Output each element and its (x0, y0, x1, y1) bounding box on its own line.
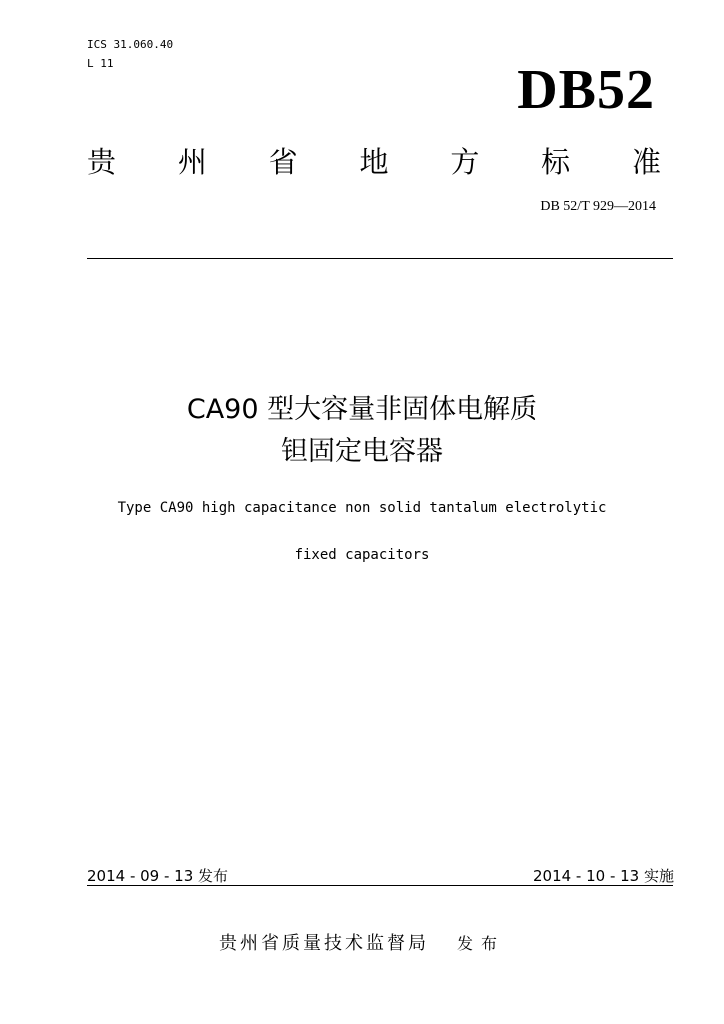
standard-type-char: 方 (450, 144, 480, 179)
standard-type-char: 省 (268, 144, 298, 179)
standard-type-char: 州 (177, 144, 207, 179)
standard-type-char: 地 (359, 144, 389, 179)
standard-type-heading (87, 140, 661, 180)
standard-number: DB 52/T 929—2014 (540, 199, 656, 214)
english-title-line-1: Type CA90 high capacitance non solid tantalum electrolytic (117, 500, 607, 516)
publisher-organization: 贵州省质量技术监督局 (218, 933, 429, 954)
chinese-title-line-1: CA90 型大容量非固体电解质 (186, 394, 538, 425)
english-title-line-2: fixed capacitors (294, 547, 430, 563)
classification-code: L 11 (87, 57, 114, 70)
publish-label: 发布 (456, 934, 505, 953)
bottom-divider (87, 885, 673, 886)
standard-type-char: 贵 (87, 144, 117, 179)
chinese-title-line-2: 钽固定电容器 (281, 436, 443, 467)
standard-code-logo: DB52 (517, 59, 655, 121)
publisher-line (0, 932, 724, 956)
top-divider (87, 258, 673, 259)
standard-type-char: 准 (631, 144, 661, 179)
standard-type-char: 标 (541, 144, 571, 179)
ics-code: ICS 31.060.40 (87, 38, 174, 51)
issue-date: 2014 - 09 - 13 发布 (87, 867, 229, 885)
implementation-date: 2014 - 10 - 13 实施 (532, 867, 674, 885)
